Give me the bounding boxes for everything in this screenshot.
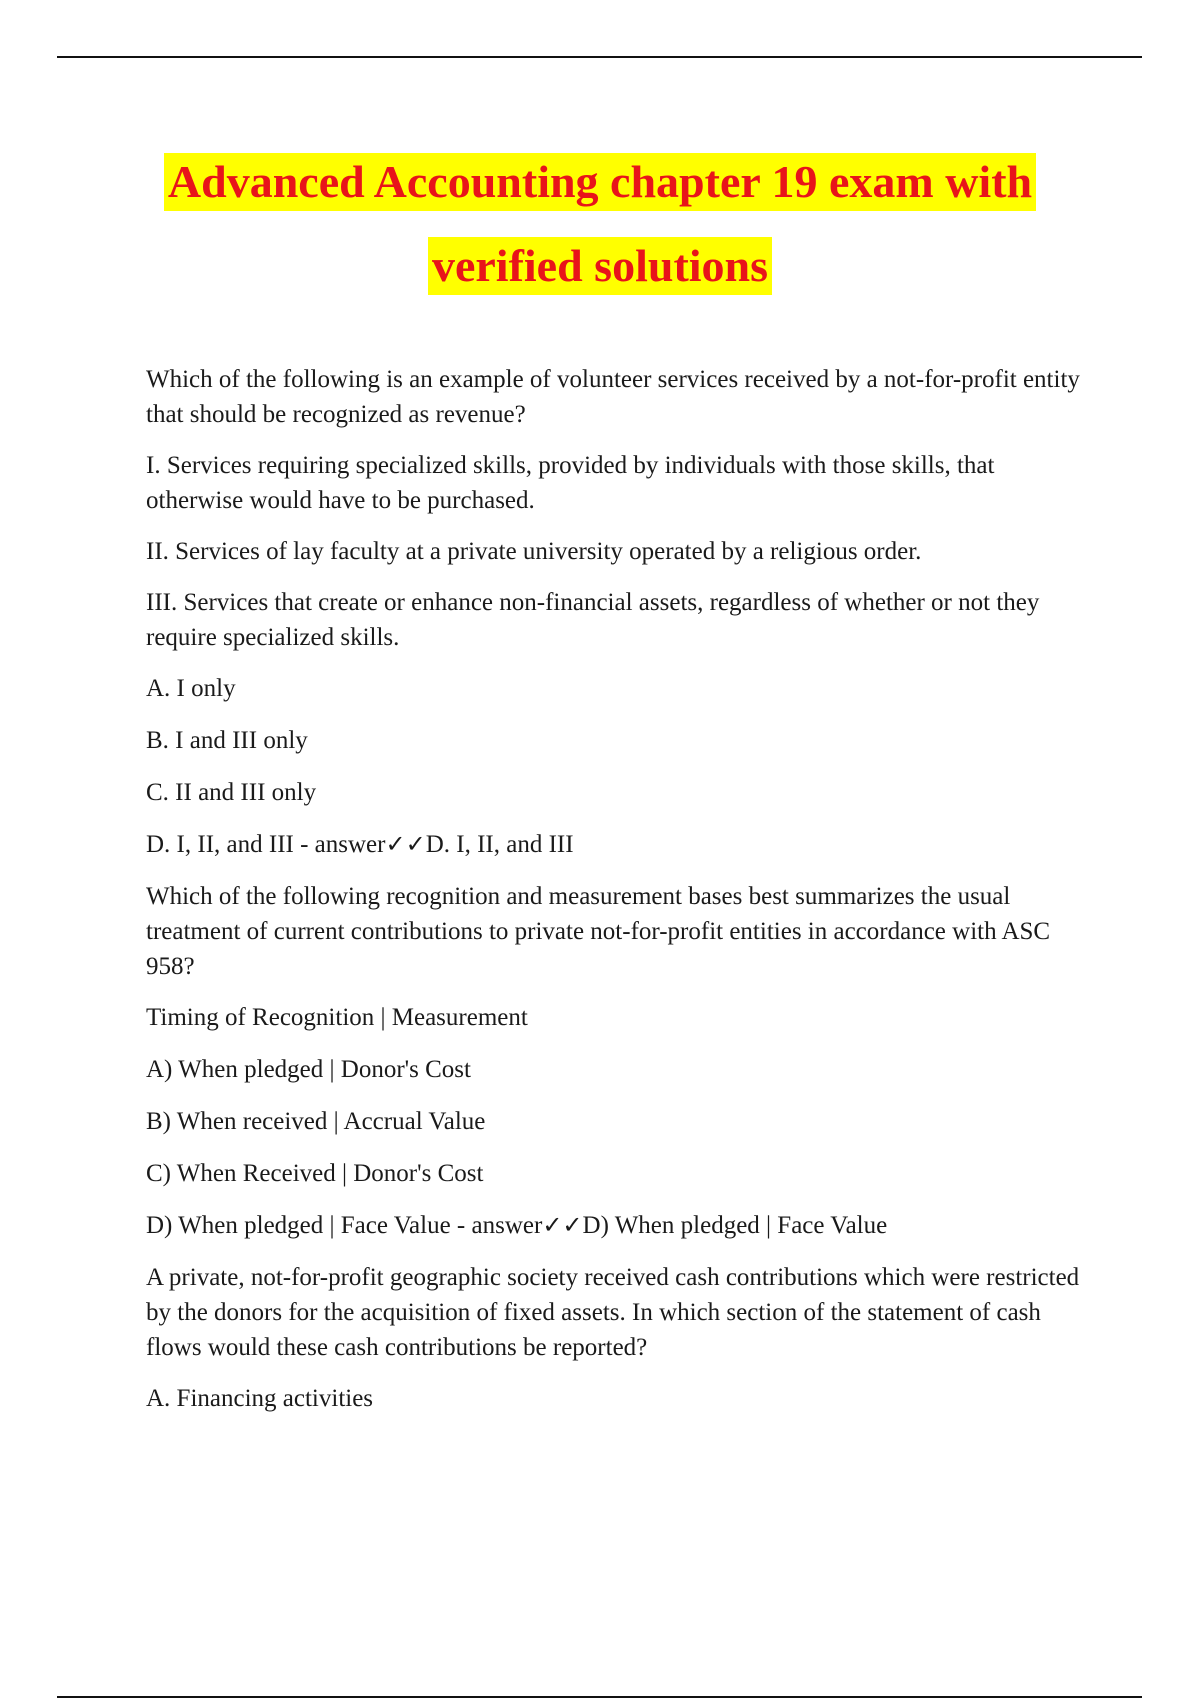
question-3-option-a: A. Financing activities [146,1385,374,1412]
question-1-item-3: III. Services that create or enhance non-financial assets, regardless of whether or not they require specialized skills. [146,589,1040,651]
footer-rule [57,1696,1142,1698]
document-body [146,362,1096,1433]
question-2-option-d-label: D) When pledged | Face Value - answer [146,1212,543,1239]
document-title [0,140,1200,308]
question-2-option-c: C) When Received | Donor's Cost [146,1160,484,1187]
title-line-2: verified solutions [428,237,772,295]
question-1-option-d-label: D. I, II, and III - answer [146,831,386,858]
check-mark-icon: ✓✓ [542,1211,583,1239]
question-2-text: Which of the following recognition and measurement bases best summarizes the usual treatment of current contributions to private not-for-profit entities in accordance with ASC 958? [146,883,1051,980]
check-mark-icon: ✓✓ [385,830,426,858]
question-2-option-b: B) When received | Accrual Value [146,1108,486,1135]
question-2-answer: D) When pledged | Face Value [582,1212,888,1239]
question-1-text: Which of the following is an example of volunteer services received by a not-for-profit entity that should be recognized as revenue? [146,366,1080,428]
question-1-option-c: C. II and III only [146,779,317,806]
question-1-option-d [146,827,1096,862]
title-line-1: Advanced Accounting chapter 19 exam with [164,153,1036,211]
question-3-text: A private, not-for-profit geographic society received cash contributions which were restricted by the donors for the acquisition of fixed assets. In which section of the statement of cash flows would these cash contributions be reported? [146,1264,1080,1361]
question-1-answer: D. I, II, and III [425,831,574,858]
question-1-item-2: II. Services of lay faculty at a private university operated by a religious order. [146,538,922,565]
question-2-option-d [146,1208,1096,1243]
question-2-header: Timing of Recognition | Measurement [146,1004,528,1031]
header-rule [57,56,1142,58]
question-1-option-a: A. I only [146,675,236,702]
question-2-option-a: A) When pledged | Donor's Cost [146,1056,471,1083]
question-1-item-1: I. Services requiring specialized skills, provided by individuals with those skills, that otherwise would have to be purchased. [146,452,995,514]
question-1-option-b: B. I and III only [146,727,308,754]
